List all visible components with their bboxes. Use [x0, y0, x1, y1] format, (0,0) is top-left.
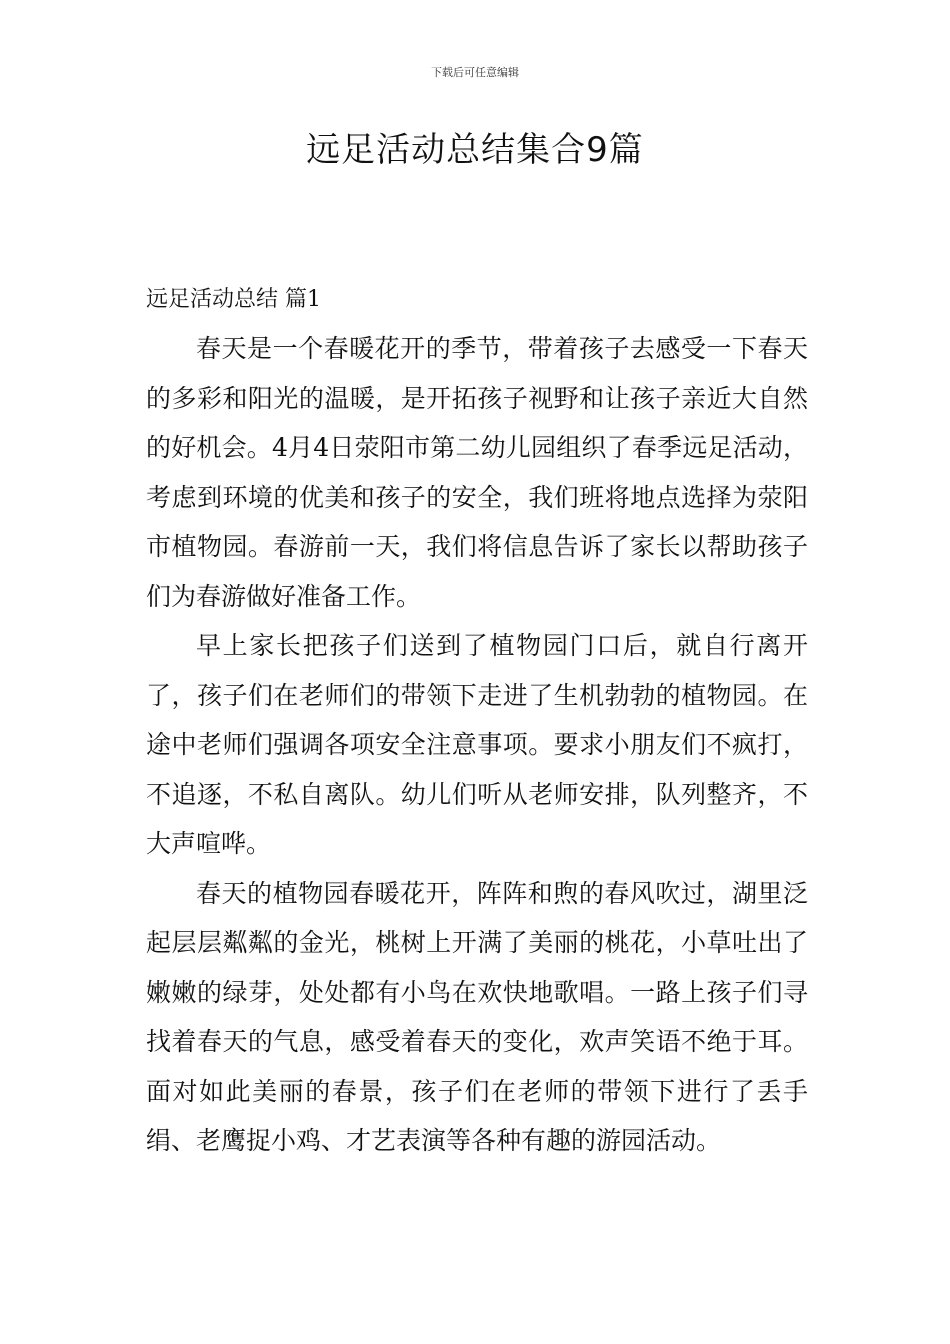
header-note: 下载后可任意编辑 [431, 66, 519, 79]
paragraph: 春天的植物园春暖花开，阵阵和煦的春风吹过，湖里泛起层层粼粼的金光，桃树上开满了美丽的桃花，小草吐出了嫩嫩的绿芽，处处都有小鸟在欢快地歌唱。一路上孩子们寻找着春天的气息，感受着春天的变化，欢声笑语不绝于耳。面对如此美丽的春景，孩子们在老师的带领下进行了丢手绢、老鹰捉小鸡、才艺表演等各种有趣的游园活动。 [146, 878, 808, 1155]
paragraph: 早上家长把孩子们送到了植物园门口后，就自行离开了，孩子们在老师们的带领下走进了生机勃勃的植物园。在途中老师们强调各项安全注意事项。要求小朋友们不疯打，不追逐，不私自离队。幼儿们听从老师安排，队列整齐，不大声喧哗。 [146, 631, 808, 858]
section-heading: 远足活动总结 篇1 [146, 287, 321, 312]
document-title: 远足活动总结集合9篇 [306, 130, 644, 170]
paragraph: 春天是一个春暖花开的季节，带着孩子去感受一下春天的多彩和阳光的温暖，是开拓孩子视野和让孩子亲近大自然的好机会。4月4日荥阳市第二幼儿园组织了春季远足活动，考虑到环境的优美和孩子的安全，我们班将地点选择为荥阳市植物园。春游前一天，我们将信息告诉了家长以帮助孩子们为春游做好准备工作。 [146, 334, 808, 611]
document-body [146, 276, 808, 1166]
